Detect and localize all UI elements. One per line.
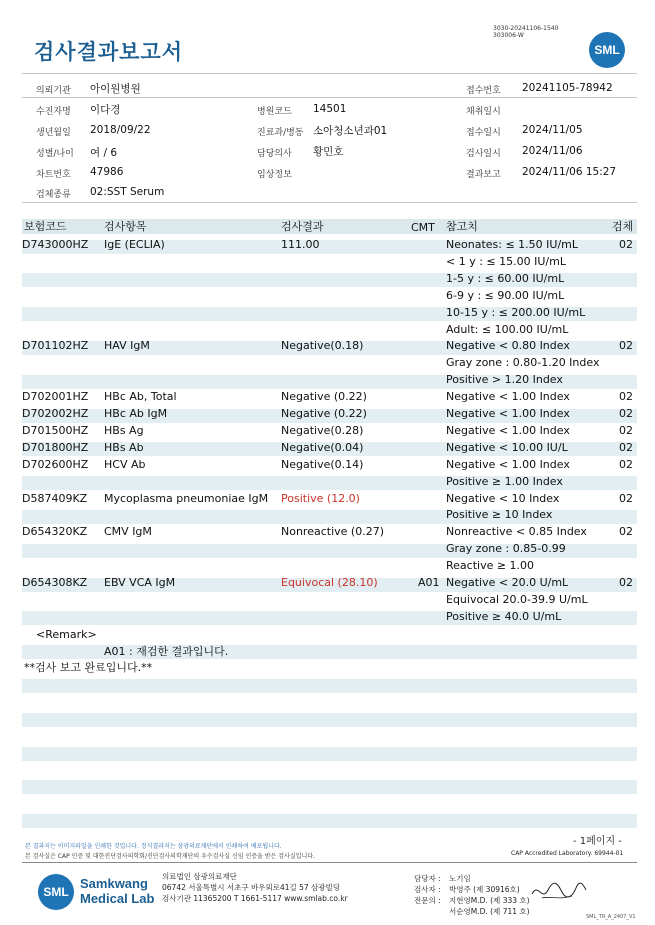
- cell-cmt: A01: [418, 576, 440, 589]
- cell-ref: Negative < 0.80 Index: [446, 339, 570, 353]
- report-date-value: 2024/11/06 15:27: [522, 166, 617, 178]
- specimen-label: 검체종류: [36, 190, 71, 200]
- hospital-code-label: 병원코드: [257, 107, 292, 117]
- cell-ref: Negative < 10 Index: [446, 491, 560, 505]
- specimen-value: 02:SST Serum: [90, 186, 165, 198]
- cell-item: HBs Ab: [104, 440, 144, 454]
- row-stripe: [22, 747, 637, 761]
- sex-age-label: 성별/나이: [36, 149, 74, 159]
- cell-item: Mycoplasma pneumoniae IgM: [104, 491, 269, 505]
- cell-code: D701500HZ: [22, 423, 89, 437]
- birth-value: 2018/09/22: [90, 124, 151, 136]
- cell-item: CMV IgM: [104, 525, 152, 539]
- report-title: 검사결과보고서: [34, 40, 184, 64]
- row-stripe: [22, 814, 637, 828]
- cell-ref: 6-9 y : ≤ 90.00 IU/mL: [446, 288, 565, 302]
- cell-code: D701102HZ: [22, 339, 89, 353]
- col-header-code: 보험코드: [24, 220, 67, 233]
- cell-spec: 02: [619, 576, 633, 589]
- header-bottom-rule: [22, 202, 637, 203]
- signer-label: 담당자 :: [414, 874, 441, 883]
- chart-no-label: 차트번호: [36, 170, 71, 180]
- cell-result: Negative (0.22): [281, 407, 367, 420]
- dept-value: 소아청소년과01: [313, 125, 388, 137]
- cell-item: IgE (ECLIA): [104, 238, 165, 251]
- receipt-no-value: 20241105-78942: [522, 82, 613, 94]
- form-code: SML_TR_A_2407_V1: [586, 914, 636, 920]
- collect-date-label: 채취일시: [466, 107, 501, 117]
- cell-ref: Negative < 1.00 Index: [446, 390, 570, 404]
- cell-ref: Equivocal 20.0-39.9 U/mL: [446, 592, 588, 606]
- cell-ref: Negative < 10.00 IU/L: [446, 440, 568, 454]
- sml-footer-logo-icon: SML: [38, 874, 74, 910]
- cell-spec: 02: [619, 339, 633, 353]
- cell-item: EBV VCA IgM: [104, 576, 176, 589]
- cell-ref: Reactive ≥ 1.00: [446, 559, 535, 573]
- test-date-value: 2024/11/06: [522, 145, 583, 157]
- cell-result: Nonreactive (0.27): [281, 525, 384, 539]
- sex-age-value: 여 / 6: [90, 147, 118, 159]
- cell-item: HAV IgM: [104, 339, 150, 353]
- patient-value: 이다경: [90, 104, 121, 116]
- cell-spec: 02: [619, 407, 633, 420]
- sml-logo-icon: SML: [589, 32, 625, 68]
- signer-value: 노기임: [449, 874, 471, 883]
- birth-label: 생년월일: [36, 128, 71, 138]
- signer-value: 지현영M.D. (제 333 호): [449, 896, 530, 905]
- cell-code: D743000HZ: [22, 238, 89, 251]
- cell-spec: 02: [619, 390, 633, 404]
- col-header-item: 검사항목: [104, 220, 147, 233]
- cell-result: Equivocal (28.10): [281, 576, 378, 589]
- patient-label: 수진자명: [36, 107, 71, 117]
- cell-item: HCV Ab: [104, 457, 146, 471]
- cell-item: HBc Ab IgM: [104, 407, 168, 420]
- cell-spec: 02: [619, 423, 633, 437]
- cell-spec: 02: [619, 440, 633, 454]
- completion-notice: **검사 보고 완료입니다.**: [24, 661, 153, 674]
- certification-footnote: 본 검사실은 CAP 인증 및 대한진단검사의학회/진단검사의학재단의 우수검사실 신임 인증을 받은 검사실입니다.: [25, 853, 315, 860]
- document-code: [493, 25, 558, 39]
- cell-ref: Negative < 1.00 Index: [446, 407, 570, 420]
- dept-label: 진료과/병동: [257, 128, 304, 138]
- org-contact: 검사기관 11365200 T 1661-5117 www.smlab.co.kr: [162, 894, 348, 903]
- header-top-rule: [22, 73, 637, 74]
- remark-text: A01 : 재검한 결과입니다.: [104, 645, 229, 658]
- doctor-value: 황민호: [313, 146, 344, 158]
- row-stripe: [22, 713, 637, 727]
- footer-rule: [22, 862, 637, 863]
- institution-value: 아이원병원: [90, 83, 141, 95]
- cell-ref: Nonreactive < 0.85 Index: [446, 525, 587, 539]
- col-header-result: 검사결과: [281, 220, 324, 233]
- cell-code: D702001HZ: [22, 390, 89, 404]
- cell-ref: Positive ≥ 40.0 U/mL: [446, 609, 562, 623]
- org-name-line: Samkwang: [80, 876, 148, 891]
- cell-code: D702002HZ: [22, 407, 89, 420]
- row-stripe: [22, 780, 637, 794]
- cell-ref: Negative < 1.00 Index: [446, 423, 570, 437]
- cell-item: HBs Ag: [104, 423, 144, 437]
- cell-code: D654320KZ: [22, 525, 88, 539]
- cell-result: Negative (0.22): [281, 390, 367, 404]
- clinical-label: 임상정보: [257, 170, 292, 180]
- col-header-ref: 참고치: [446, 220, 478, 233]
- receipt-date-label: 접수일시: [466, 128, 501, 138]
- org-foundation: 의료법인 삼광의료재단: [162, 872, 237, 881]
- receipt-date-value: 2024/11/05: [522, 124, 583, 136]
- cell-ref: Positive > 1.20 Index: [446, 373, 563, 387]
- header-rule: [22, 97, 637, 98]
- signer-label: 전문의 :: [414, 896, 441, 905]
- cell-item: HBc Ab, Total: [104, 390, 177, 404]
- cell-ref: Gray zone : 0.80-1.20 Index: [446, 356, 600, 370]
- cell-ref: Gray zone : 0.85-0.99: [446, 542, 566, 556]
- cell-result: Negative(0.18): [281, 339, 364, 353]
- cell-ref: Positive ≥ 10 Index: [446, 508, 553, 522]
- cell-code: D701800HZ: [22, 440, 89, 454]
- signer-value: 박영주 (제 30916호): [449, 885, 520, 894]
- print-footnote: 본 결과지는 이미지파일을 인쇄한 것입니다. 정식결과지는 삼광의료재단에서 인쇄하여 배포됩니다.: [25, 843, 282, 850]
- document-code-line: 303006-W: [493, 32, 524, 39]
- col-header-spec: 검체: [612, 220, 634, 233]
- cell-result: Negative(0.14): [281, 457, 364, 471]
- cell-spec: 02: [619, 525, 633, 539]
- org-address: 06742 서울특별시 서초구 바우뫼로41길 57 삼광빌딩: [162, 883, 341, 892]
- chart-no-value: 47986: [90, 166, 124, 178]
- cap-accreditation: CAP Accredited Laboratory. 69944-01: [511, 850, 624, 857]
- cell-ref: 10-15 y : ≤ 200.00 IU/mL: [446, 305, 586, 319]
- signer-value: 서순영M.D. (제 711 호): [449, 907, 530, 916]
- cell-result: Negative(0.04): [281, 440, 364, 454]
- cell-spec: 02: [619, 238, 633, 251]
- cell-ref: 1-5 y : ≤ 60.00 IU/mL: [446, 271, 565, 285]
- cell-ref: < 1 y : ≤ 15.00 IU/mL: [446, 254, 566, 268]
- row-stripe: [22, 679, 637, 693]
- signature-image: [528, 876, 588, 906]
- page-number: - 1페이지 -: [573, 836, 622, 847]
- cell-code: D654308KZ: [22, 576, 88, 589]
- cell-ref: Positive ≥ 1.00 Index: [446, 474, 563, 488]
- hospital-code-value: 14501: [313, 103, 347, 115]
- cell-result: Negative(0.28): [281, 423, 364, 437]
- col-header-cmt: CMT: [411, 221, 435, 234]
- org-name-line: Medical Lab: [80, 891, 155, 906]
- cell-spec: 02: [619, 491, 633, 505]
- cell-code: D587409KZ: [22, 491, 88, 505]
- org-name: [80, 876, 154, 906]
- test-date-label: 검사일시: [466, 149, 501, 159]
- cell-result: Positive (12.0): [281, 491, 360, 505]
- report-date-label: 결과보고: [466, 170, 501, 180]
- institution-label: 의뢰기관: [36, 86, 71, 96]
- document-code-line: 3030-20241106-1540: [493, 25, 559, 32]
- cell-ref: Negative < 1.00 Index: [446, 457, 570, 471]
- cell-spec: 02: [619, 457, 633, 471]
- cell-result: 111.00: [281, 238, 320, 251]
- org-info: [162, 871, 348, 904]
- receipt-no-label: 접수번호: [466, 86, 501, 96]
- cell-code: D702600HZ: [22, 457, 89, 471]
- signer-label: 검사자 :: [414, 885, 441, 894]
- cell-ref: Adult: ≤ 100.00 IU/mL: [446, 322, 569, 336]
- cell-ref: Negative < 20.0 U/mL: [446, 576, 569, 589]
- remark-title: <Remark>: [36, 628, 97, 641]
- cell-ref: Neonates: ≤ 1.50 IU/mL: [446, 238, 578, 251]
- doctor-label: 담당의사: [257, 149, 292, 159]
